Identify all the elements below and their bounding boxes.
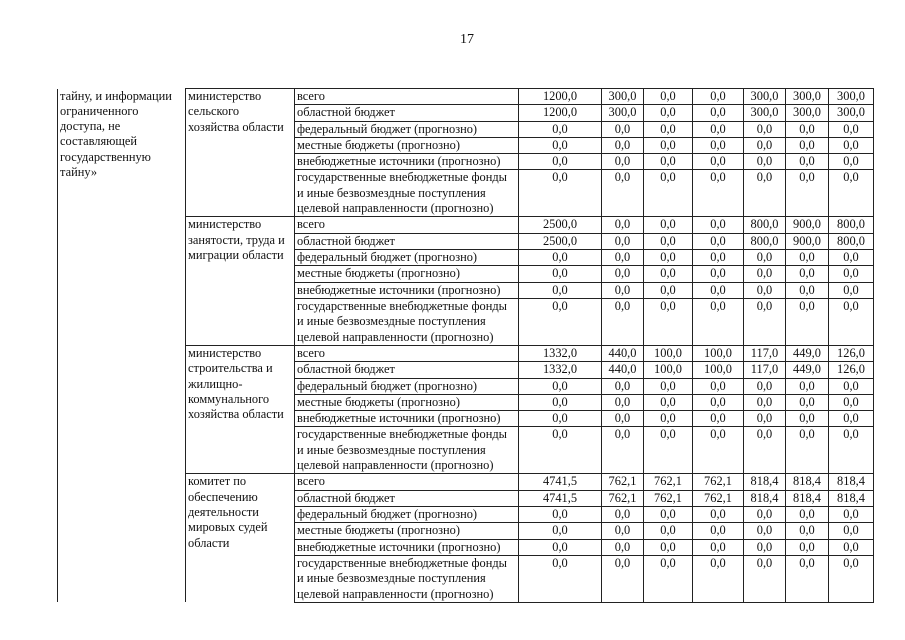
funding-source-label: государственные внебюджетные фонды и иные безвозмездные поступления целевой направленности (прогнозно) bbox=[295, 298, 519, 345]
amount-cell: 0,0 bbox=[829, 266, 874, 282]
table-row bbox=[58, 474, 874, 490]
amount-cell: 0,0 bbox=[644, 427, 693, 474]
amount-cell: 1200,0 bbox=[519, 105, 602, 121]
amount-cell: 0,0 bbox=[519, 523, 602, 539]
amount-cell: 0,0 bbox=[693, 378, 744, 394]
amount-cell: 2500,0 bbox=[519, 217, 602, 233]
funding-source-label: местные бюджеты (прогнозно) bbox=[295, 523, 519, 539]
funding-source-label: всего bbox=[295, 474, 519, 490]
amount-cell: 0,0 bbox=[644, 523, 693, 539]
amount-cell: 117,0 bbox=[744, 362, 786, 378]
amount-cell: 0,0 bbox=[744, 427, 786, 474]
amount-cell: 800,0 bbox=[744, 233, 786, 249]
funding-source-label: всего bbox=[295, 345, 519, 361]
amount-cell: 0,0 bbox=[744, 523, 786, 539]
amount-cell: 0,0 bbox=[829, 539, 874, 555]
amount-cell: 0,0 bbox=[786, 523, 829, 539]
amount-cell: 0,0 bbox=[786, 170, 829, 217]
amount-cell: 100,0 bbox=[644, 345, 693, 361]
amount-cell: 0,0 bbox=[693, 89, 744, 105]
amount-cell: 800,0 bbox=[829, 233, 874, 249]
amount-cell: 0,0 bbox=[644, 282, 693, 298]
amount-cell: 0,0 bbox=[786, 378, 829, 394]
program-name-cell bbox=[58, 474, 186, 602]
page-number: 17 bbox=[460, 32, 474, 47]
amount-cell: 0,0 bbox=[829, 250, 874, 266]
amount-cell: 0,0 bbox=[744, 507, 786, 523]
program-name-cell bbox=[58, 345, 186, 473]
amount-cell: 0,0 bbox=[829, 394, 874, 410]
amount-cell: 0,0 bbox=[829, 170, 874, 217]
amount-cell: 0,0 bbox=[519, 298, 602, 345]
amount-cell: 100,0 bbox=[693, 345, 744, 361]
amount-cell: 0,0 bbox=[644, 121, 693, 137]
amount-cell: 0,0 bbox=[829, 298, 874, 345]
amount-cell: 0,0 bbox=[693, 121, 744, 137]
amount-cell: 0,0 bbox=[693, 137, 744, 153]
amount-cell: 0,0 bbox=[644, 250, 693, 266]
funding-source-label: областной бюджет bbox=[295, 490, 519, 506]
amount-cell: 0,0 bbox=[602, 539, 644, 555]
amount-cell: 0,0 bbox=[829, 378, 874, 394]
amount-cell: 0,0 bbox=[602, 298, 644, 345]
amount-cell: 1332,0 bbox=[519, 362, 602, 378]
program-name-cell: тайну, и информации ограниченного доступа, не составляющей государственную тайну» bbox=[58, 89, 186, 217]
amount-cell: 0,0 bbox=[693, 507, 744, 523]
amount-cell: 0,0 bbox=[744, 539, 786, 555]
table-row bbox=[58, 217, 874, 233]
amount-cell: 0,0 bbox=[602, 411, 644, 427]
amount-cell: 300,0 bbox=[786, 89, 829, 105]
amount-cell: 0,0 bbox=[644, 298, 693, 345]
amount-cell: 0,0 bbox=[519, 507, 602, 523]
amount-cell: 126,0 bbox=[829, 345, 874, 361]
table-row bbox=[58, 89, 874, 105]
amount-cell: 0,0 bbox=[644, 137, 693, 153]
amount-cell: 0,0 bbox=[602, 154, 644, 170]
amount-cell: 0,0 bbox=[519, 411, 602, 427]
amount-cell: 440,0 bbox=[602, 362, 644, 378]
amount-cell: 449,0 bbox=[786, 362, 829, 378]
amount-cell: 1200,0 bbox=[519, 89, 602, 105]
amount-cell: 440,0 bbox=[602, 345, 644, 361]
amount-cell: 0,0 bbox=[786, 394, 829, 410]
funding-source-label: государственные внебюджетные фонды и иные безвозмездные поступления целевой направленности (прогнозно) bbox=[295, 427, 519, 474]
amount-cell: 2500,0 bbox=[519, 233, 602, 249]
amount-cell: 762,1 bbox=[693, 474, 744, 490]
amount-cell: 0,0 bbox=[519, 555, 602, 602]
funding-source-label: внебюджетные источники (прогнозно) bbox=[295, 154, 519, 170]
funding-source-label: областной бюджет bbox=[295, 233, 519, 249]
amount-cell: 0,0 bbox=[519, 266, 602, 282]
funding-source-label: федеральный бюджет (прогнозно) bbox=[295, 250, 519, 266]
amount-cell: 818,4 bbox=[829, 474, 874, 490]
amount-cell: 0,0 bbox=[693, 555, 744, 602]
amount-cell: 0,0 bbox=[693, 217, 744, 233]
amount-cell: 0,0 bbox=[829, 507, 874, 523]
amount-cell: 0,0 bbox=[519, 250, 602, 266]
amount-cell: 0,0 bbox=[693, 154, 744, 170]
amount-cell: 0,0 bbox=[693, 523, 744, 539]
amount-cell: 0,0 bbox=[644, 233, 693, 249]
amount-cell: 0,0 bbox=[602, 250, 644, 266]
amount-cell: 0,0 bbox=[829, 154, 874, 170]
amount-cell: 0,0 bbox=[829, 282, 874, 298]
amount-cell: 800,0 bbox=[744, 217, 786, 233]
funding-source-label: федеральный бюджет (прогнозно) bbox=[295, 507, 519, 523]
amount-cell: 0,0 bbox=[744, 378, 786, 394]
funding-source-label: всего bbox=[295, 217, 519, 233]
amount-cell: 0,0 bbox=[829, 137, 874, 153]
amount-cell: 0,0 bbox=[644, 154, 693, 170]
amount-cell: 0,0 bbox=[786, 121, 829, 137]
funding-source-label: государственные внебюджетные фонды и иные безвозмездные поступления целевой направленности (прогнозно) bbox=[295, 555, 519, 602]
amount-cell: 0,0 bbox=[644, 89, 693, 105]
amount-cell: 300,0 bbox=[829, 89, 874, 105]
amount-cell: 0,0 bbox=[786, 298, 829, 345]
amount-cell: 0,0 bbox=[519, 154, 602, 170]
funding-source-label: внебюджетные источники (прогнозно) bbox=[295, 282, 519, 298]
amount-cell: 0,0 bbox=[786, 411, 829, 427]
amount-cell: 0,0 bbox=[644, 539, 693, 555]
funding-source-label: внебюджетные источники (прогнозно) bbox=[295, 539, 519, 555]
amount-cell: 0,0 bbox=[693, 105, 744, 121]
amount-cell: 800,0 bbox=[829, 217, 874, 233]
amount-cell: 0,0 bbox=[519, 121, 602, 137]
amount-cell: 0,0 bbox=[744, 154, 786, 170]
amount-cell: 0,0 bbox=[744, 411, 786, 427]
executor-cell: министерство сельского хозяйства области bbox=[186, 89, 295, 217]
amount-cell: 0,0 bbox=[786, 539, 829, 555]
amount-cell: 0,0 bbox=[602, 394, 644, 410]
amount-cell: 0,0 bbox=[693, 427, 744, 474]
amount-cell: 0,0 bbox=[693, 250, 744, 266]
table-row bbox=[58, 345, 874, 361]
amount-cell: 300,0 bbox=[602, 89, 644, 105]
amount-cell: 0,0 bbox=[829, 555, 874, 602]
amount-cell: 300,0 bbox=[786, 105, 829, 121]
amount-cell: 0,0 bbox=[744, 298, 786, 345]
executor-cell: министерство занятости, труда и миграции области bbox=[186, 217, 295, 345]
amount-cell: 1332,0 bbox=[519, 345, 602, 361]
amount-cell: 0,0 bbox=[744, 555, 786, 602]
amount-cell: 300,0 bbox=[602, 105, 644, 121]
amount-cell: 0,0 bbox=[644, 507, 693, 523]
amount-cell: 0,0 bbox=[693, 233, 744, 249]
amount-cell: 0,0 bbox=[693, 539, 744, 555]
amount-cell: 117,0 bbox=[744, 345, 786, 361]
amount-cell: 0,0 bbox=[644, 217, 693, 233]
amount-cell: 0,0 bbox=[786, 250, 829, 266]
amount-cell: 0,0 bbox=[744, 394, 786, 410]
amount-cell: 100,0 bbox=[693, 362, 744, 378]
program-name-cell bbox=[58, 217, 186, 345]
amount-cell: 818,4 bbox=[829, 490, 874, 506]
amount-cell: 300,0 bbox=[744, 105, 786, 121]
funding-source-label: внебюджетные источники (прогнозно) bbox=[295, 411, 519, 427]
amount-cell: 0,0 bbox=[602, 523, 644, 539]
amount-cell: 0,0 bbox=[786, 137, 829, 153]
amount-cell: 0,0 bbox=[744, 137, 786, 153]
amount-cell: 0,0 bbox=[693, 266, 744, 282]
executor-cell: комитет по обеспечению деятельности мировых судей области bbox=[186, 474, 295, 602]
amount-cell: 762,1 bbox=[644, 490, 693, 506]
amount-cell: 818,4 bbox=[744, 490, 786, 506]
funding-table bbox=[57, 88, 874, 603]
amount-cell: 4741,5 bbox=[519, 474, 602, 490]
amount-cell: 0,0 bbox=[519, 394, 602, 410]
amount-cell: 0,0 bbox=[519, 170, 602, 217]
funding-source-label: областной бюджет bbox=[295, 105, 519, 121]
amount-cell: 0,0 bbox=[644, 378, 693, 394]
amount-cell: 0,0 bbox=[519, 378, 602, 394]
amount-cell: 0,0 bbox=[602, 170, 644, 217]
funding-source-label: федеральный бюджет (прогнозно) bbox=[295, 121, 519, 137]
amount-cell: 818,4 bbox=[744, 474, 786, 490]
amount-cell: 0,0 bbox=[829, 523, 874, 539]
amount-cell: 0,0 bbox=[744, 266, 786, 282]
amount-cell: 0,0 bbox=[602, 121, 644, 137]
amount-cell: 0,0 bbox=[644, 394, 693, 410]
amount-cell: 0,0 bbox=[744, 170, 786, 217]
funding-source-label: государственные внебюджетные фонды и иные безвозмездные поступления целевой направленности (прогнозно) bbox=[295, 170, 519, 217]
amount-cell: 0,0 bbox=[602, 555, 644, 602]
amount-cell: 0,0 bbox=[829, 427, 874, 474]
amount-cell: 0,0 bbox=[744, 250, 786, 266]
amount-cell: 0,0 bbox=[786, 266, 829, 282]
amount-cell: 0,0 bbox=[786, 282, 829, 298]
amount-cell: 818,4 bbox=[786, 490, 829, 506]
amount-cell: 126,0 bbox=[829, 362, 874, 378]
amount-cell: 0,0 bbox=[744, 121, 786, 137]
executor-cell: министерство строительства и жилищно-коммунального хозяйства области bbox=[186, 345, 295, 473]
amount-cell: 0,0 bbox=[693, 298, 744, 345]
amount-cell: 0,0 bbox=[644, 266, 693, 282]
amount-cell: 0,0 bbox=[644, 555, 693, 602]
amount-cell: 0,0 bbox=[602, 137, 644, 153]
amount-cell: 0,0 bbox=[602, 217, 644, 233]
funding-source-label: областной бюджет bbox=[295, 362, 519, 378]
amount-cell: 449,0 bbox=[786, 345, 829, 361]
amount-cell: 0,0 bbox=[602, 266, 644, 282]
amount-cell: 0,0 bbox=[644, 105, 693, 121]
amount-cell: 0,0 bbox=[693, 411, 744, 427]
amount-cell: 100,0 bbox=[644, 362, 693, 378]
amount-cell: 4741,5 bbox=[519, 490, 602, 506]
amount-cell: 0,0 bbox=[786, 507, 829, 523]
amount-cell: 0,0 bbox=[693, 282, 744, 298]
amount-cell: 0,0 bbox=[602, 233, 644, 249]
amount-cell: 0,0 bbox=[786, 555, 829, 602]
amount-cell: 0,0 bbox=[693, 170, 744, 217]
amount-cell: 0,0 bbox=[744, 282, 786, 298]
amount-cell: 0,0 bbox=[519, 282, 602, 298]
amount-cell: 762,1 bbox=[693, 490, 744, 506]
amount-cell: 900,0 bbox=[786, 217, 829, 233]
amount-cell: 0,0 bbox=[829, 411, 874, 427]
funding-source-label: местные бюджеты (прогнозно) bbox=[295, 394, 519, 410]
amount-cell: 762,1 bbox=[602, 474, 644, 490]
amount-cell: 0,0 bbox=[602, 427, 644, 474]
amount-cell: 0,0 bbox=[786, 154, 829, 170]
amount-cell: 0,0 bbox=[519, 137, 602, 153]
amount-cell: 0,0 bbox=[644, 170, 693, 217]
funding-source-label: местные бюджеты (прогнозно) bbox=[295, 137, 519, 153]
amount-cell: 300,0 bbox=[744, 89, 786, 105]
amount-cell: 0,0 bbox=[829, 121, 874, 137]
funding-source-label: всего bbox=[295, 89, 519, 105]
amount-cell: 0,0 bbox=[519, 427, 602, 474]
amount-cell: 762,1 bbox=[644, 474, 693, 490]
amount-cell: 0,0 bbox=[644, 411, 693, 427]
amount-cell: 0,0 bbox=[693, 394, 744, 410]
amount-cell: 0,0 bbox=[519, 539, 602, 555]
amount-cell: 0,0 bbox=[602, 507, 644, 523]
amount-cell: 0,0 bbox=[786, 427, 829, 474]
amount-cell: 900,0 bbox=[786, 233, 829, 249]
amount-cell: 818,4 bbox=[786, 474, 829, 490]
amount-cell: 0,0 bbox=[602, 282, 644, 298]
amount-cell: 762,1 bbox=[602, 490, 644, 506]
funding-source-label: местные бюджеты (прогнозно) bbox=[295, 266, 519, 282]
amount-cell: 300,0 bbox=[829, 105, 874, 121]
amount-cell: 0,0 bbox=[602, 378, 644, 394]
funding-source-label: федеральный бюджет (прогнозно) bbox=[295, 378, 519, 394]
